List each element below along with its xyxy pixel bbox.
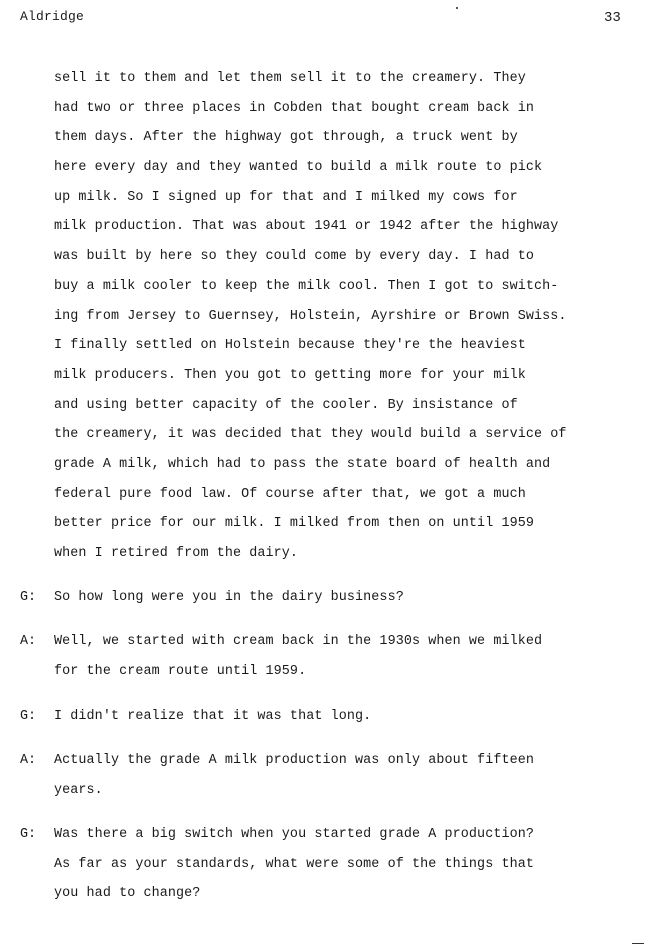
exchange-line: Well, we started with cream back in the 1930s when we milked	[54, 634, 543, 649]
exchange-line: for the cream route until 1959.	[54, 663, 307, 679]
paragraph-line: ing from Jersey to Guernsey, Holstein, Ayrshire or Brown Swiss.	[54, 308, 567, 324]
page-edge-mark	[632, 943, 644, 944]
exchange-line: As far as your standards, what were some of the things that	[54, 856, 535, 872]
scan-speck	[456, 7, 458, 9]
paragraph-line: the creamery, it was decided that they would build a service of	[54, 427, 567, 443]
speaker-label: G:	[20, 827, 37, 842]
exchange-line: years.	[54, 782, 103, 798]
opening-paragraph	[54, 64, 634, 569]
paragraph-line: was built by here so they could come by every day. I had to	[54, 249, 535, 265]
speaker-label: G:	[20, 709, 37, 724]
exchange-text	[54, 583, 634, 613]
exchange-line: you had to change?	[54, 886, 201, 902]
paragraph-line: when I retired from the dairy.	[54, 546, 299, 561]
paragraph-line: had two or three places in Cobden that bought cream back in	[54, 100, 535, 116]
exchange-text	[54, 746, 634, 805]
paragraph-line: sell it to them and let them sell it to the creamery. They	[54, 71, 526, 86]
exchange-text	[54, 820, 634, 909]
paragraph-line: I finally settled on Holstein because they're the heaviest	[54, 338, 526, 354]
speaker-label: G:	[20, 590, 37, 605]
paragraph-line: federal pure food law. Of course after that, we got a much	[54, 486, 526, 502]
paragraph-line: and using better capacity of the cooler. By insistance of	[54, 397, 518, 413]
paragraph-line: better price for our milk. I milked from then on until 1959	[54, 516, 535, 532]
paragraph-line: milk producers. Then you got to getting more for your milk	[54, 367, 526, 383]
exchange-line: Actually the grade A milk production was only about fifteen	[54, 753, 535, 768]
paragraph-line: here every day and they wanted to build a milk route to pick	[54, 160, 543, 176]
paragraph-line: them days. After the highway got through, a truck went by	[54, 130, 518, 146]
page-number: 33	[604, 10, 621, 26]
speaker-label: A:	[20, 753, 37, 768]
exchange-text	[54, 702, 634, 732]
exchange-line: So how long were you in the dairy business?	[54, 590, 404, 605]
exchange-text	[54, 627, 634, 686]
paragraph-line: grade A milk, which had to pass the state board of health and	[54, 456, 551, 472]
exchange-line: Was there a big switch when you started grade A production?	[54, 827, 535, 842]
paragraph-line: buy a milk cooler to keep the milk cool. Then I got to switch-	[54, 278, 559, 294]
paragraph-line: milk production. That was about 1941 or 1942 after the highway	[54, 219, 559, 235]
exchange-line: I didn't realize that it was that long.	[54, 709, 372, 724]
speaker-label: A:	[20, 634, 37, 649]
paragraph-line: up milk. So I signed up for that and I milked my cows for	[54, 189, 518, 205]
header-interviewee-name: Aldridge	[20, 9, 85, 24]
